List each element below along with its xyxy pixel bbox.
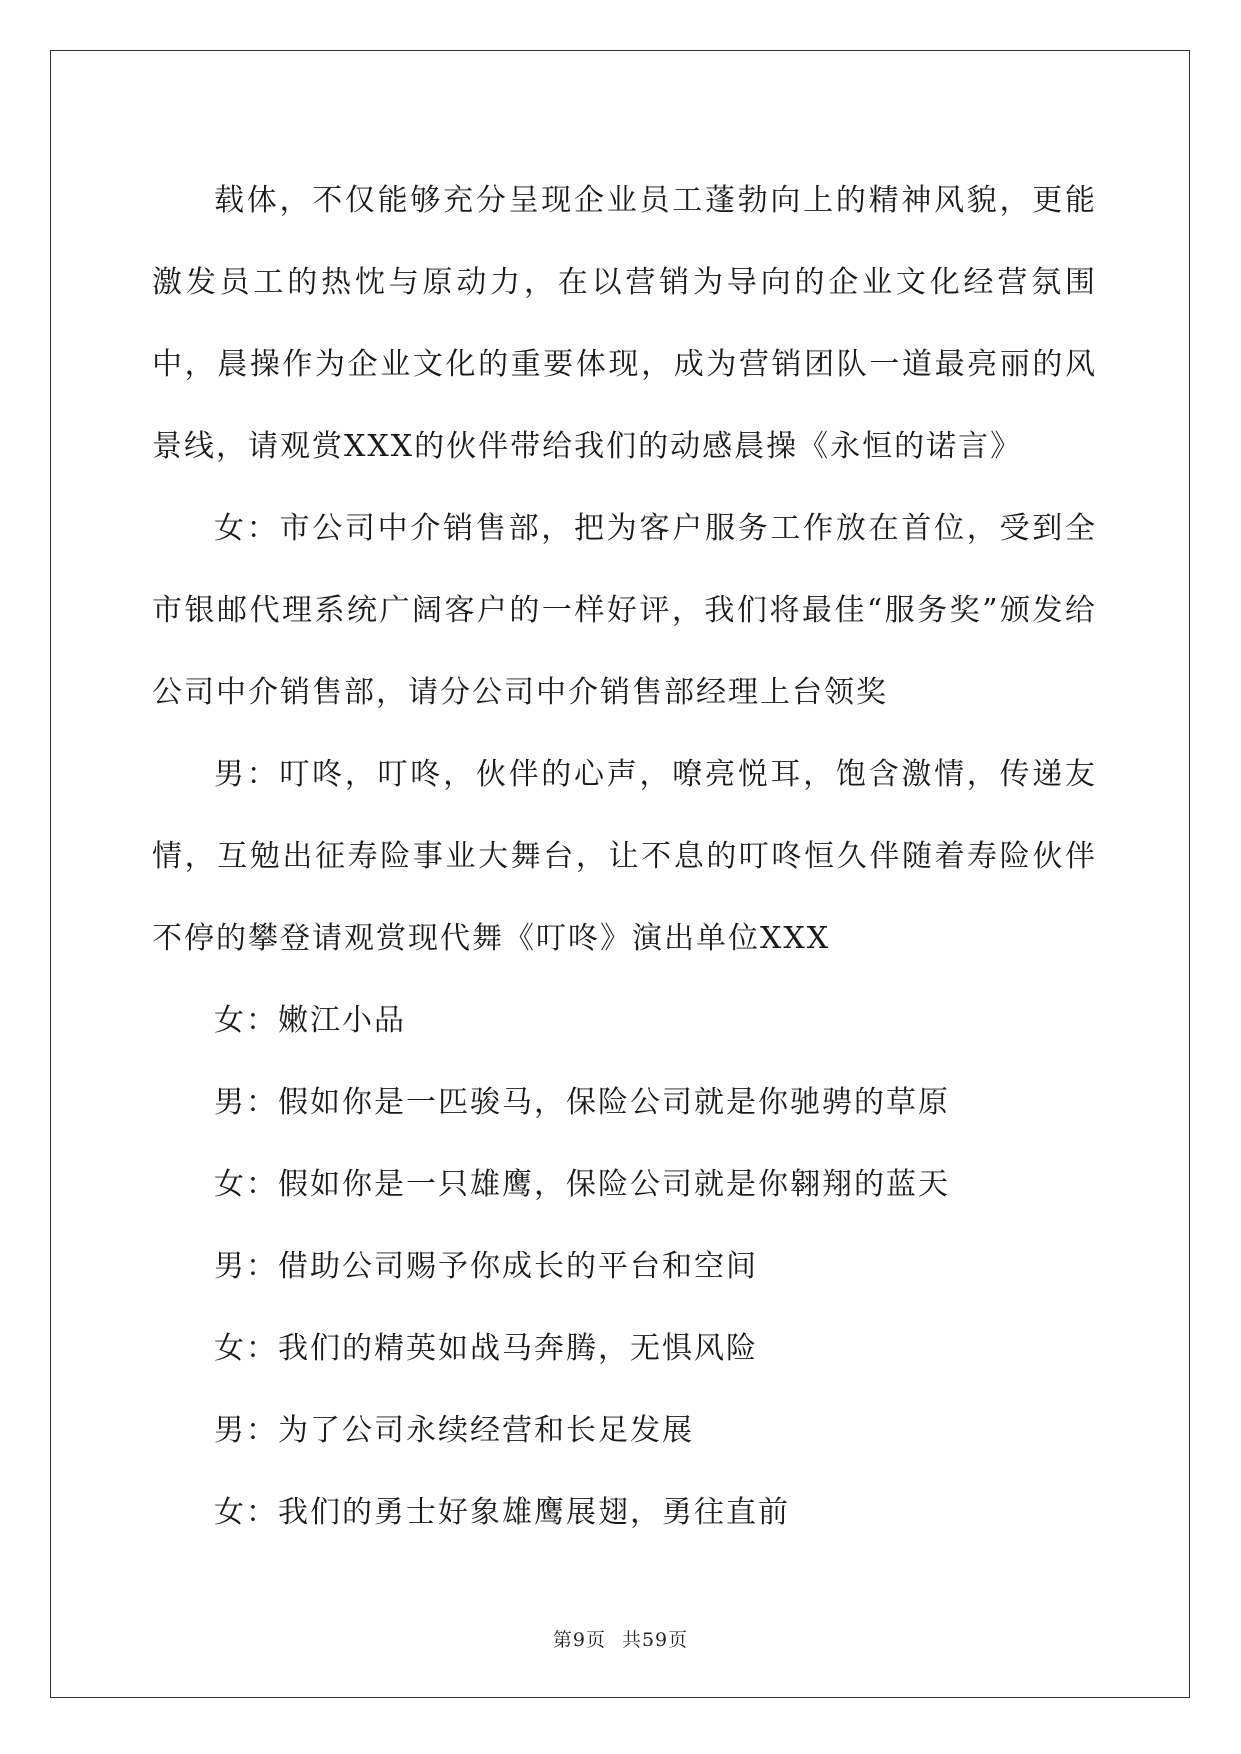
paragraph: 男：借助公司赐予你成长的平台和空间	[214, 1249, 758, 1284]
paragraph: 女：假如你是一只雄鹰，保险公司就是你翱翔的蓝天	[214, 1167, 950, 1202]
page-number: 第9页	[552, 1629, 606, 1651]
paragraph: 男：假如你是一匹骏马，保险公司就是你驰骋的草原	[214, 1085, 950, 1120]
paragraph: 男：叮咚，叮咚，伙伴的心声，嘹亮悦耳，饱含激情，传递友情，互勉出征寿险事业大舞台，让不息的叮咚恒久伴随着寿险伙伴不停的攀登请观赏现代舞《叮咚》演出单位XXX	[152, 757, 1097, 956]
document-body	[152, 160, 1097, 1554]
paragraph: 载体，不仅能够充分呈现企业员工蓬勃向上的精神风貌，更能激发员工的热忱与原动力，在以营销为导向的企业文化经营氛围中，晨操作为企业文化的重要体现，成为营销团队一道最亮丽的风景线，请观赏XXX的伙伴带给我们的动感晨操《永恒的诺言》	[152, 183, 1097, 464]
paragraph: 女：市公司中介销售部，把为客户服务工作放在首位，受到全市银邮代理系统广阔客户的一样好评，我们将最佳“服务奖”颁发给公司中介销售部，请分公司中介销售部经理上台领奖	[152, 511, 1097, 710]
page-footer	[0, 1625, 1241, 1652]
total-pages: 共59页	[621, 1629, 689, 1651]
paragraph: 男：为了公司永续经营和长足发展	[214, 1413, 694, 1448]
paragraph: 女：我们的勇士好象雄鹰展翅，勇往直前	[214, 1495, 790, 1530]
paragraph: 女：我们的精英如战马奔腾，无惧风险	[214, 1331, 758, 1366]
paragraph: 女：嫩江小品	[214, 1003, 406, 1038]
